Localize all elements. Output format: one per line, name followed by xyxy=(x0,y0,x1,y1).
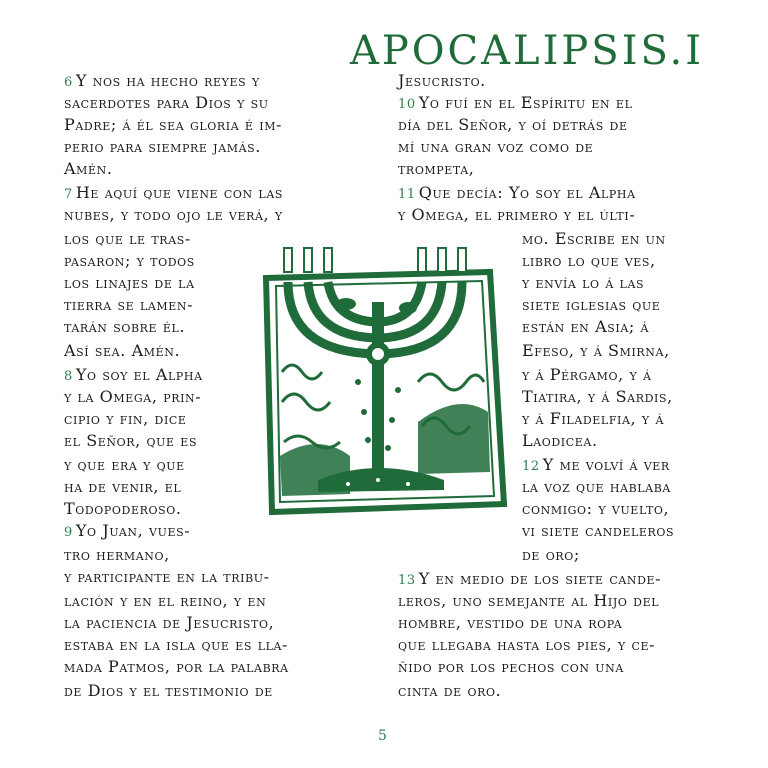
text-line: Tiatira, y á Sardis, xyxy=(522,387,673,406)
text-line: leros, uno semejante al Hijo del xyxy=(398,591,660,610)
text-line: Todopoderoso. xyxy=(64,499,182,518)
text-line: libro lo que ves, xyxy=(522,251,656,270)
text-line: 12 Y me volví á ver xyxy=(522,455,670,474)
text-line: y á Pérgamo, y á xyxy=(522,365,652,384)
text-line: están en Asia; á xyxy=(522,317,650,336)
text-line: Jesucristo. xyxy=(398,71,486,90)
text-line: la paciencia de Jesucristo, xyxy=(64,613,275,632)
text-line: mo. Escribe en un xyxy=(522,229,666,248)
text-line: trompeta, xyxy=(398,159,475,178)
text-line: y á Filadelfia, y á xyxy=(522,409,665,428)
text-line: Laodicea. xyxy=(522,431,598,450)
text-line: la voz que hablaba xyxy=(522,477,671,496)
verse-number: 8 xyxy=(64,369,73,384)
text-line: 7 He aquí que viene con las xyxy=(64,183,284,202)
text-line: vi siete candeleros xyxy=(522,521,675,540)
text-line: 9 Yo Juan, vues- xyxy=(64,521,191,540)
text-line: y envía lo á las xyxy=(522,273,645,292)
page-title: APOCALIPSIS.I xyxy=(349,28,704,74)
text-line: cinta de oro. xyxy=(398,681,502,700)
verse-number: 9 xyxy=(64,525,73,540)
text-line: tro hermano, xyxy=(64,545,170,564)
text-line: 10 Yo fuí en el Espíritu en el xyxy=(398,93,633,112)
text-line: y participante en la tribu- xyxy=(64,567,270,586)
text-line: Así sea. Amén. xyxy=(64,341,181,360)
verse-number: 13 xyxy=(398,573,416,588)
text-line: ha de venir, el xyxy=(64,477,182,496)
menorah-illustration xyxy=(258,242,510,524)
text-line: tarán sobre él. xyxy=(64,317,186,336)
menorah-icon xyxy=(258,242,510,524)
text-line: conmigo: y vuelto, xyxy=(522,499,670,518)
text-line: y Omega, el primero y el últi- xyxy=(398,205,636,224)
verse-number: 6 xyxy=(64,75,73,90)
verse-number: 10 xyxy=(398,97,416,112)
text-line: estaba en la isla que es lla- xyxy=(64,635,289,654)
text-line: mí una gran voz como de xyxy=(398,137,594,156)
text-line: los que le tras- xyxy=(64,229,191,248)
page-number: 5 xyxy=(378,728,387,744)
text-line: día del Señor, y oí detrás de xyxy=(398,115,628,134)
text-line: los linajes de la xyxy=(64,273,195,292)
text-line: ñido por los pechos con una xyxy=(398,657,624,676)
text-line: 6 Y nos ha hecho reyes y xyxy=(64,71,260,90)
text-line: que llegaba hasta los pies, y ce- xyxy=(398,635,656,654)
text-line: nubes, y todo ojo le verá, y xyxy=(64,205,283,224)
verse-number: 12 xyxy=(522,459,540,474)
text-line: Amén. xyxy=(64,159,113,178)
text-line: 13 Y en medio de los siete cande- xyxy=(398,569,662,588)
text-line: cipio y fin, dice xyxy=(64,409,187,428)
text-line: lación y en el reino, y en xyxy=(64,591,267,610)
verse-number: 11 xyxy=(398,187,416,202)
text-line: pasaron; y todos xyxy=(64,251,195,270)
text-line: tierra se lamen- xyxy=(64,295,194,314)
text-line: de oro; xyxy=(522,545,580,564)
text-line: y la Omega, prin- xyxy=(64,387,202,406)
text-line: 8 Yo soy el Alpha xyxy=(64,365,203,384)
text-line: Efeso, y á Smirna, xyxy=(522,341,670,360)
text-line: de Dios y el testimonio de xyxy=(64,681,273,700)
text-line: hombre, vestido de una ropa xyxy=(398,613,623,632)
verse-number: 7 xyxy=(64,187,73,202)
text-line: 11 Que decía: Yo soy el Alpha xyxy=(398,183,636,202)
text-line: sacerdotes para Dios y su xyxy=(64,93,269,112)
text-line: perio para siempre jamás. xyxy=(64,137,261,156)
text-line: Padre; á él sea gloria é im- xyxy=(64,115,283,134)
text-line: mada Patmos, por la palabra xyxy=(64,657,289,676)
text-line: y que era y que xyxy=(64,455,185,474)
text-line: el Señor, que es xyxy=(64,431,198,450)
text-line: siete iglesias que xyxy=(522,295,661,314)
